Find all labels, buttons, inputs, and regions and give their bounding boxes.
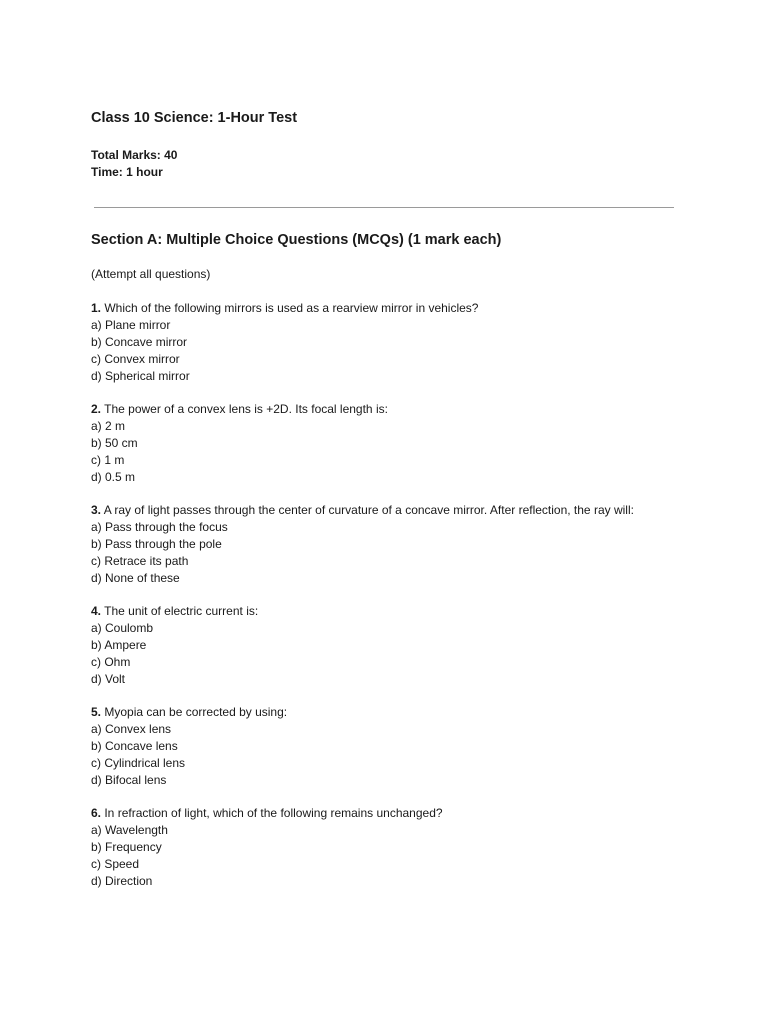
question-text: A ray of light passes through the center of curvature of a concave mirror. After reflection, the ray will:: [101, 503, 634, 517]
question-stem: [91, 805, 634, 822]
option-d: d) None of these: [91, 571, 180, 585]
option-b: b) Concave mirror: [91, 335, 188, 349]
question-number: 6.: [91, 806, 102, 820]
question-stem: [91, 603, 634, 620]
question-number: 4.: [91, 604, 102, 618]
option-b: b) Pass through the pole: [91, 537, 222, 551]
option-b: b) Frequency: [91, 840, 162, 854]
question-stem: [91, 704, 634, 721]
option-d: d) Bifocal lens: [91, 773, 167, 787]
option-c: c) Convex mirror: [91, 352, 180, 366]
option-c: c) Cylindrical lens: [91, 756, 186, 770]
question-list: [91, 300, 634, 906]
question-2: [91, 401, 634, 486]
option-c: c) 1 m: [91, 453, 125, 467]
option-a: a) Coulomb: [91, 621, 154, 635]
option-d: d) Spherical mirror: [91, 369, 190, 383]
question-text: Which of the following mirrors is used as a rearview mirror in vehicles?: [101, 301, 479, 315]
question-4: [91, 603, 634, 688]
total-marks: Total Marks: 40: [91, 148, 178, 162]
question-number: 2.: [91, 402, 102, 416]
option-a: a) Plane mirror: [91, 318, 171, 332]
question-text: The power of a convex lens is +2D. Its focal length is:: [101, 402, 388, 416]
option-a: a) Pass through the focus: [91, 520, 228, 534]
question-stem: [91, 300, 634, 317]
option-b: b) 50 cm: [91, 436, 138, 450]
option-d: d) 0.5 m: [91, 470, 136, 484]
option-c: c) Retrace its path: [91, 554, 189, 568]
question-stem: [91, 401, 634, 418]
question-5: [91, 704, 634, 789]
option-c: c) Speed: [91, 857, 140, 871]
option-b: b) Ampere: [91, 638, 147, 652]
question-6: [91, 805, 634, 890]
question-text: In refraction of light, which of the following remains unchanged?: [101, 806, 443, 820]
option-a: a) Convex lens: [91, 722, 172, 736]
question-1: [91, 300, 634, 385]
option-b: b) Concave lens: [91, 739, 178, 753]
document-title: Class 10 Science: 1-Hour Test: [91, 110, 298, 126]
question-number: 5.: [91, 705, 102, 719]
time-limit: Time: 1 hour: [91, 164, 163, 179]
horizontal-divider: [94, 207, 674, 208]
section-a-title: Section A: Multiple Choice Questions (MCQs) (1 mark each): [91, 232, 502, 248]
question-text: Myopia can be corrected by using:: [101, 705, 288, 719]
question-3: [91, 502, 634, 587]
option-a: a) 2 m: [91, 419, 126, 433]
option-a: a) Wavelength: [91, 823, 168, 837]
test-meta: [91, 147, 177, 180]
option-d: d) Direction: [91, 874, 153, 888]
question-number: 1.: [91, 301, 102, 315]
question-text: The unit of electric current is:: [101, 604, 259, 618]
section-instruction: (Attempt all questions): [91, 267, 211, 281]
option-c: c) Ohm: [91, 655, 131, 669]
question-number: 3.: [91, 503, 102, 517]
question-stem: [91, 502, 634, 519]
option-d: d) Volt: [91, 672, 126, 686]
